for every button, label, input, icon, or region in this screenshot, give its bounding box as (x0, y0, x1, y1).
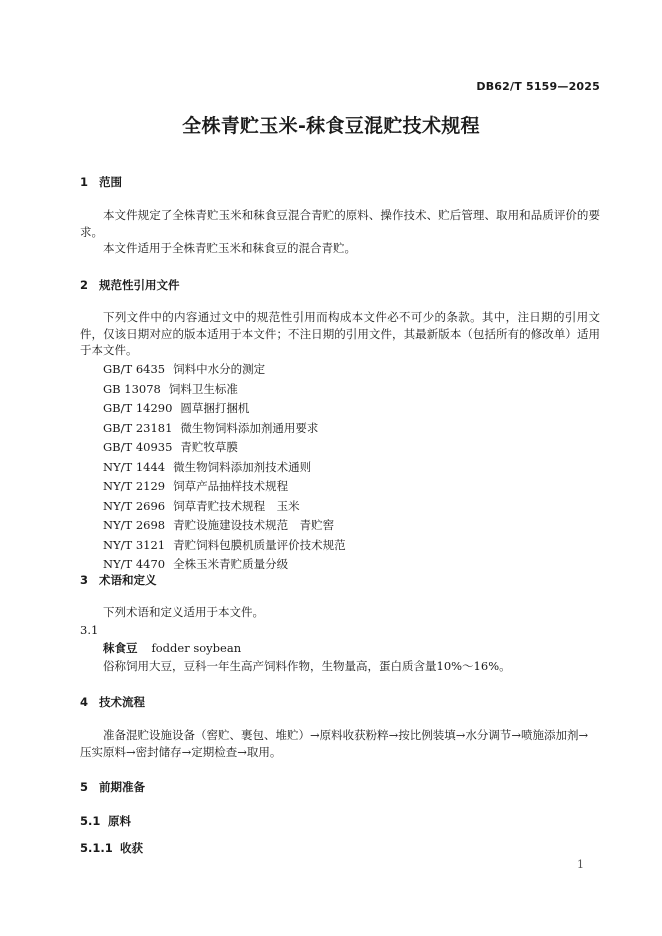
page-number: 1 (577, 858, 584, 871)
subsection-title: 原料 (108, 814, 131, 828)
section-number: 2 (80, 278, 89, 292)
term-entry (103, 640, 241, 656)
reference-code: NY/T 2696 (103, 498, 166, 513)
subsection-number: 5.1.1 (80, 841, 113, 855)
scope-paragraph-1: 本文件规定了全株青贮玉米和秣食豆混合青贮的原料、操作技术、贮后管理、取用和品质评价的要求。 (80, 208, 600, 239)
normative-references-intro: 下列文件中的内容通过文中的规范性引用而构成本文件必不可少的条款。其中，注日期的引用文件，仅该日期对应的版本适用于本文件；不注日期的引用文件，其最新版本（包括所有的修改单）适用于本文件。 (80, 310, 600, 357)
process-flow-line-1: 准备混贮设施设备（窖贮、裹包、堆贮）→原料收获粉粹→按比例装填→水分调节→喷施添加剂→ (103, 728, 589, 742)
section-1-heading (80, 174, 122, 190)
reference-name: 全株玉米青贮质量分级 (173, 557, 289, 571)
section-2-heading (80, 277, 180, 293)
subsection-title: 收获 (120, 841, 143, 855)
reference-code: NY/T 3121 (103, 537, 166, 552)
reference-code: GB/T 6435 (103, 362, 166, 376)
section-title: 前期准备 (99, 780, 145, 794)
reference-name: 青贮设施建设技术规范 青贮窖 (173, 518, 335, 532)
reference-name: 微生物饲料添加剂通用要求 (180, 420, 319, 435)
section-title: 术语和定义 (99, 573, 157, 587)
reference-name: 饲草产品抽样技术规程 (173, 479, 289, 493)
section-5-heading (80, 779, 145, 795)
subsection-5-1-heading (80, 813, 131, 829)
section-4-heading (80, 694, 145, 710)
reference-name: 微生物饲料添加剂技术通则 (173, 459, 312, 474)
reference-list (103, 360, 346, 575)
reference-code: GB/T 40935 (103, 440, 173, 454)
reference-name: 青贮饲料包膜机质量评价技术规范 (173, 537, 346, 552)
reference-code: NY/T 2129 (103, 479, 166, 493)
section-number: 5 (80, 780, 89, 794)
scope-paragraph-2: 本文件适用于全株青贮玉米和秣食豆的混合青贮。 (103, 241, 356, 255)
section-title: 规范性引用文件 (99, 278, 180, 292)
reference-item (103, 399, 346, 419)
section-number: 3 (80, 573, 89, 587)
reference-name: 圆草捆打捆机 (180, 401, 250, 415)
section-title: 技术流程 (99, 695, 145, 709)
reference-name: 饲料卫生标准 (168, 381, 238, 396)
reference-item (103, 380, 346, 400)
reference-name: 饲草青贮技术规程 玉米 (173, 498, 300, 513)
reference-code: GB/T 23181 (103, 420, 173, 435)
reference-item (103, 360, 346, 380)
reference-item (103, 458, 346, 478)
process-flow-line-2: 压实原料→密封储存→定期检查→取用。 (80, 745, 282, 759)
term-english: fodder soybean (151, 641, 242, 655)
reference-item (103, 419, 346, 439)
reference-item (103, 497, 346, 517)
reference-code: GB/T 14290 (103, 401, 173, 415)
reference-item (103, 516, 346, 536)
subsection-number: 5.1 (80, 814, 101, 828)
reference-item (103, 438, 346, 458)
section-3-heading (80, 572, 157, 588)
reference-name: 青贮牧草膜 (180, 440, 238, 454)
term-number: 3.1 (80, 623, 99, 637)
term-name: 秣食豆 (103, 641, 138, 655)
reference-item (103, 536, 346, 556)
subsection-5-1-1-heading (80, 840, 143, 856)
section-number: 1 (80, 175, 89, 189)
reference-code: NY/T 4470 (103, 557, 166, 571)
reference-name: 饲料中水分的测定 (173, 362, 266, 376)
reference-code: GB 13078 (103, 381, 161, 396)
section-number: 4 (80, 695, 89, 709)
term-definition: 俗称饲用大豆，豆科一年生高产饲料作物，生物量高，蛋白质含量10%～16%。 (103, 659, 511, 673)
standard-code: DB62/T 5159—2025 (476, 80, 600, 93)
reference-code: NY/T 2698 (103, 518, 166, 532)
reference-item (103, 477, 346, 497)
document-title: 全株青贮玉米-秣食豆混贮技术规程 (182, 115, 480, 137)
reference-code: NY/T 1444 (103, 459, 166, 474)
terms-intro: 下列术语和定义适用于本文件。 (103, 605, 264, 619)
section-title: 范围 (99, 175, 122, 189)
